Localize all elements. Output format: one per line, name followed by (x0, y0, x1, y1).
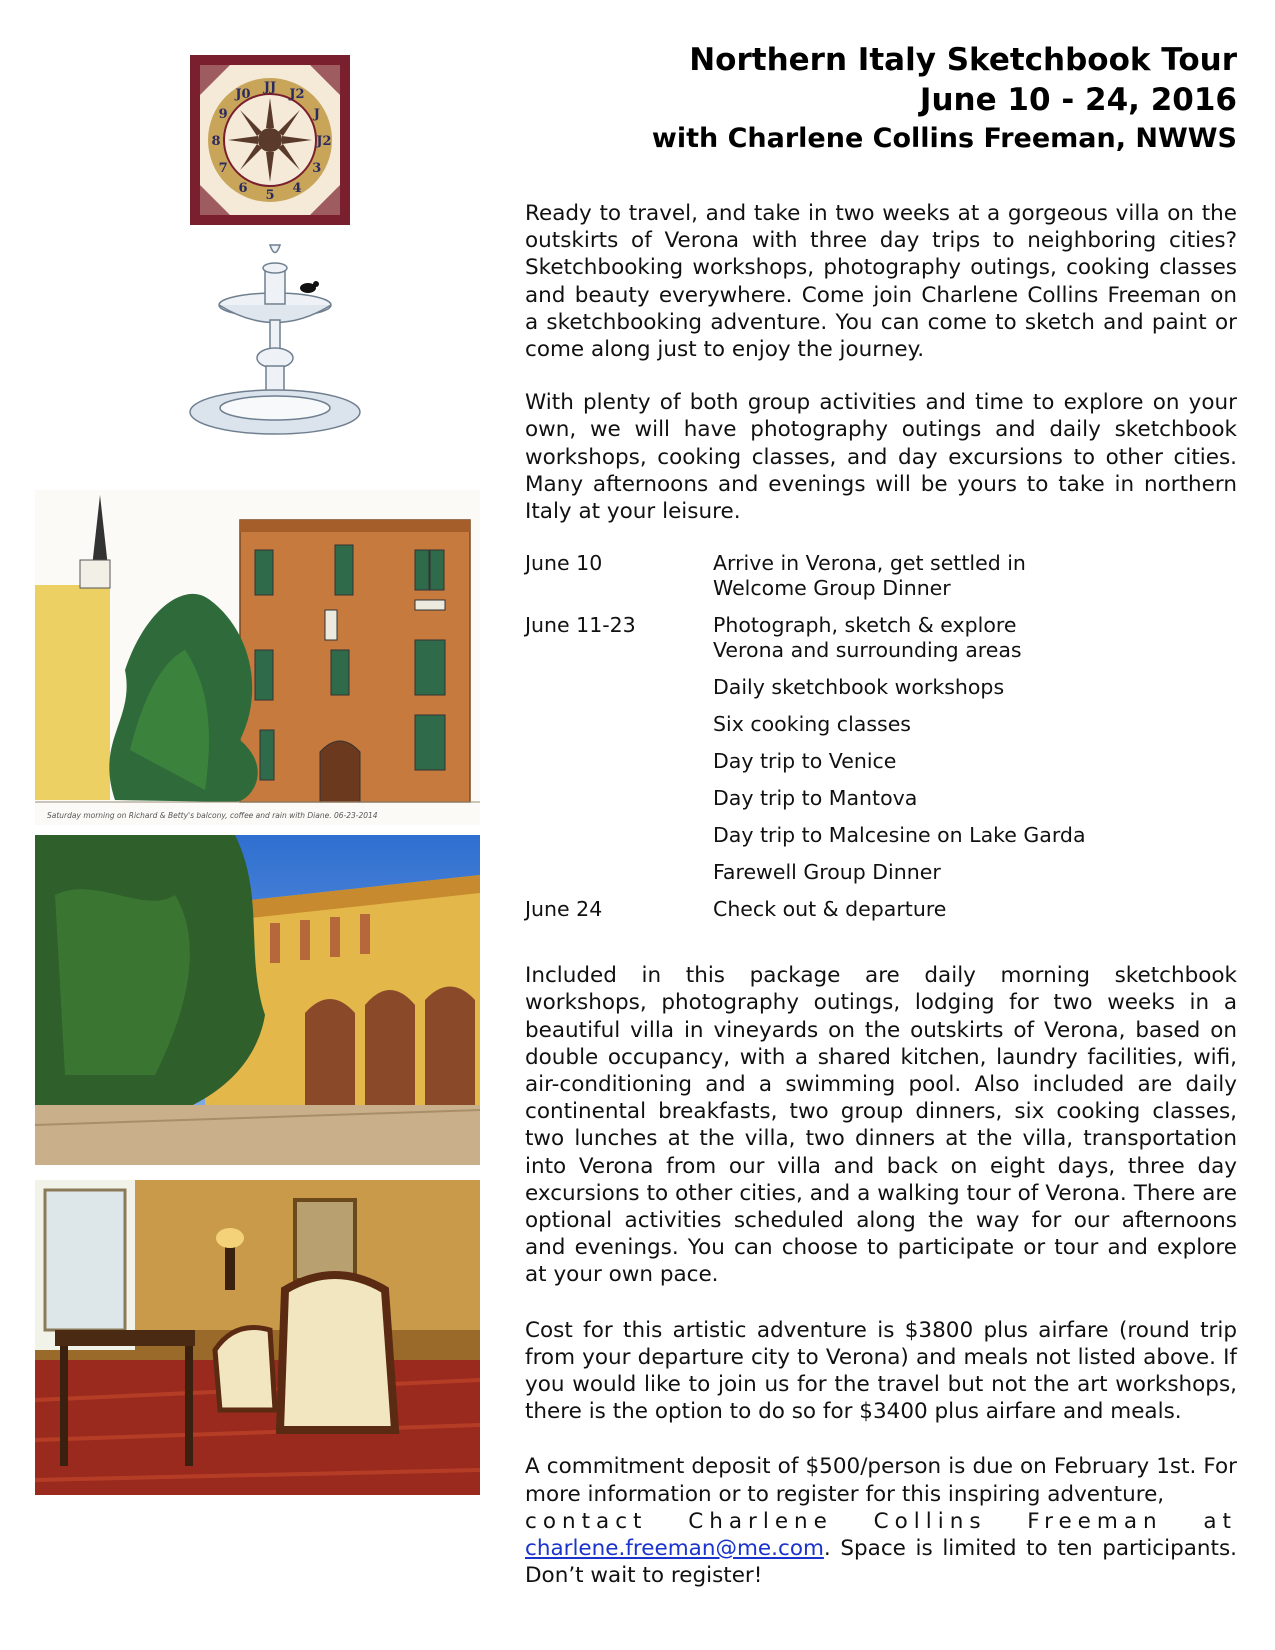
schedule-item: Daily sketchbook workshops (713, 675, 1005, 700)
clock-fountain-svg (120, 40, 440, 450)
villa-interior-svg (35, 1180, 480, 1495)
schedule-item: Check out & departure (713, 897, 947, 922)
villa-courtyard-photo (35, 835, 480, 1165)
schedule-item: Farewell Group Dinner (713, 860, 941, 885)
clock-numeral: 8 (211, 134, 221, 149)
page-title: Northern Italy Sketchbook Tour (689, 42, 1237, 78)
schedule-row (525, 613, 1237, 897)
clock-numeral: J0 (235, 87, 251, 103)
included-paragraph: Included in this package are daily morning sketchbook workshops, photography outings, lodging for two weeks in a beautiful villa in vineyards on the outskirts of Verona, based on double occupancy, with a shared kitchen, laundry facilities, wifi, air-conditioning and a swimming pool. Also included are daily continental breakfasts, two group dinners, six cooking classes, two lunches at the villa, two dinners at the villa, transportation into Verona from our villa and back on eight days, three day excursions to other cities, and a walking tour of Verona. There are optional activities scheduled along the way for our afternoons and evenings. You can choose to participate or tour and explore at your own pace. (525, 963, 1237, 1288)
title-block (525, 40, 1237, 158)
schedule-date: June 24 (525, 897, 603, 922)
clock-fountain-sketch (120, 40, 440, 450)
fountain (190, 245, 360, 434)
clock-numeral: 5 (265, 188, 275, 203)
sketch-caption: Saturday morning on Richard & Betty's balcony, coffee and rain with Diane. 06-23-2014 (47, 811, 378, 820)
clock-numeral: JJ (263, 80, 277, 95)
cost-paragraph: Cost for this artistic adventure is $3800 plus airfare (round trip from your departure city to Verona) and meals not listed above. If you would like to join us for the travel but not the art workshops, there is the option to do so for $3400 plus airfare and meals. (525, 1317, 1237, 1425)
schedule-item: Day trip to Mantova (713, 786, 918, 811)
villa-watercolor-svg (35, 490, 480, 825)
clock-numeral: J2 (316, 134, 332, 149)
villa-courtyard-svg (35, 835, 480, 1165)
content-column (525, 40, 1237, 1590)
schedule-item: Day trip to Malcesine on Lake Garda (713, 823, 1086, 848)
contact-line: contact Charlene Collins Freeman at (525, 1508, 1237, 1534)
image-column (0, 0, 500, 1650)
intro-paragraph: Ready to travel, and take in two weeks at a gorgeous villa on the outskirts of Verona with three day trips to neighboring cities? Sketchbooking workshops, photography outings, cooking classes and beauty everywhere. Come join Charlene Collins Freeman on a sketchbooking adventure. You can come to sketch and paint or come along just to enjoy the journey. (525, 201, 1237, 363)
clock-numeral: J2 (289, 87, 305, 103)
email-link[interactable]: charlene.freeman@me.com (525, 1536, 824, 1562)
tour-host: with Charlene Collins Freeman, NWWS (651, 123, 1237, 154)
schedule-item: Six cooking classes (713, 712, 911, 737)
deposit-paragraph (525, 1453, 1237, 1589)
schedule-item: Day trip to Venice (713, 749, 897, 774)
clock-numeral: 9 (218, 107, 228, 122)
activities-paragraph: With plenty of both group activities and time to explore on your own, we will have photography outings and daily sketchbook workshops, cooking classes, and day excursions to other cities. Many afternoons and evenings will be yours to take in northern Italy at your leisure. (525, 390, 1237, 525)
villa-interior-photo (35, 1180, 480, 1495)
schedule-date: June 10 (525, 551, 603, 576)
clock-numeral: 6 (238, 180, 248, 196)
schedule-item: Photograph, sketch & explore Verona and surrounding areas (713, 613, 1022, 663)
schedule-date: June 11-23 (525, 613, 636, 638)
clock-numeral: 3 (312, 161, 322, 176)
clock-numeral: 4 (292, 180, 302, 196)
closing-text: . Space is limited to ten participants. Don’t wait to register! (525, 1536, 1237, 1589)
schedule-row (525, 897, 1237, 934)
clock-numeral: 7 (218, 161, 228, 176)
schedule-item: Arrive in Verona, get settled in Welcome Group Dinner (713, 551, 1026, 601)
tour-dates: June 10 - 24, 2016 (919, 82, 1237, 118)
clock-numeral: J (313, 107, 320, 122)
schedule-row (525, 551, 1237, 613)
bird-icon (300, 281, 319, 293)
deposit-text: A commitment deposit of $500/person is due on February 1st. For more information or to register for this inspiring adventure, (525, 1454, 1237, 1507)
villa-watercolor-sketch (35, 490, 480, 825)
itinerary-schedule (525, 551, 1237, 934)
